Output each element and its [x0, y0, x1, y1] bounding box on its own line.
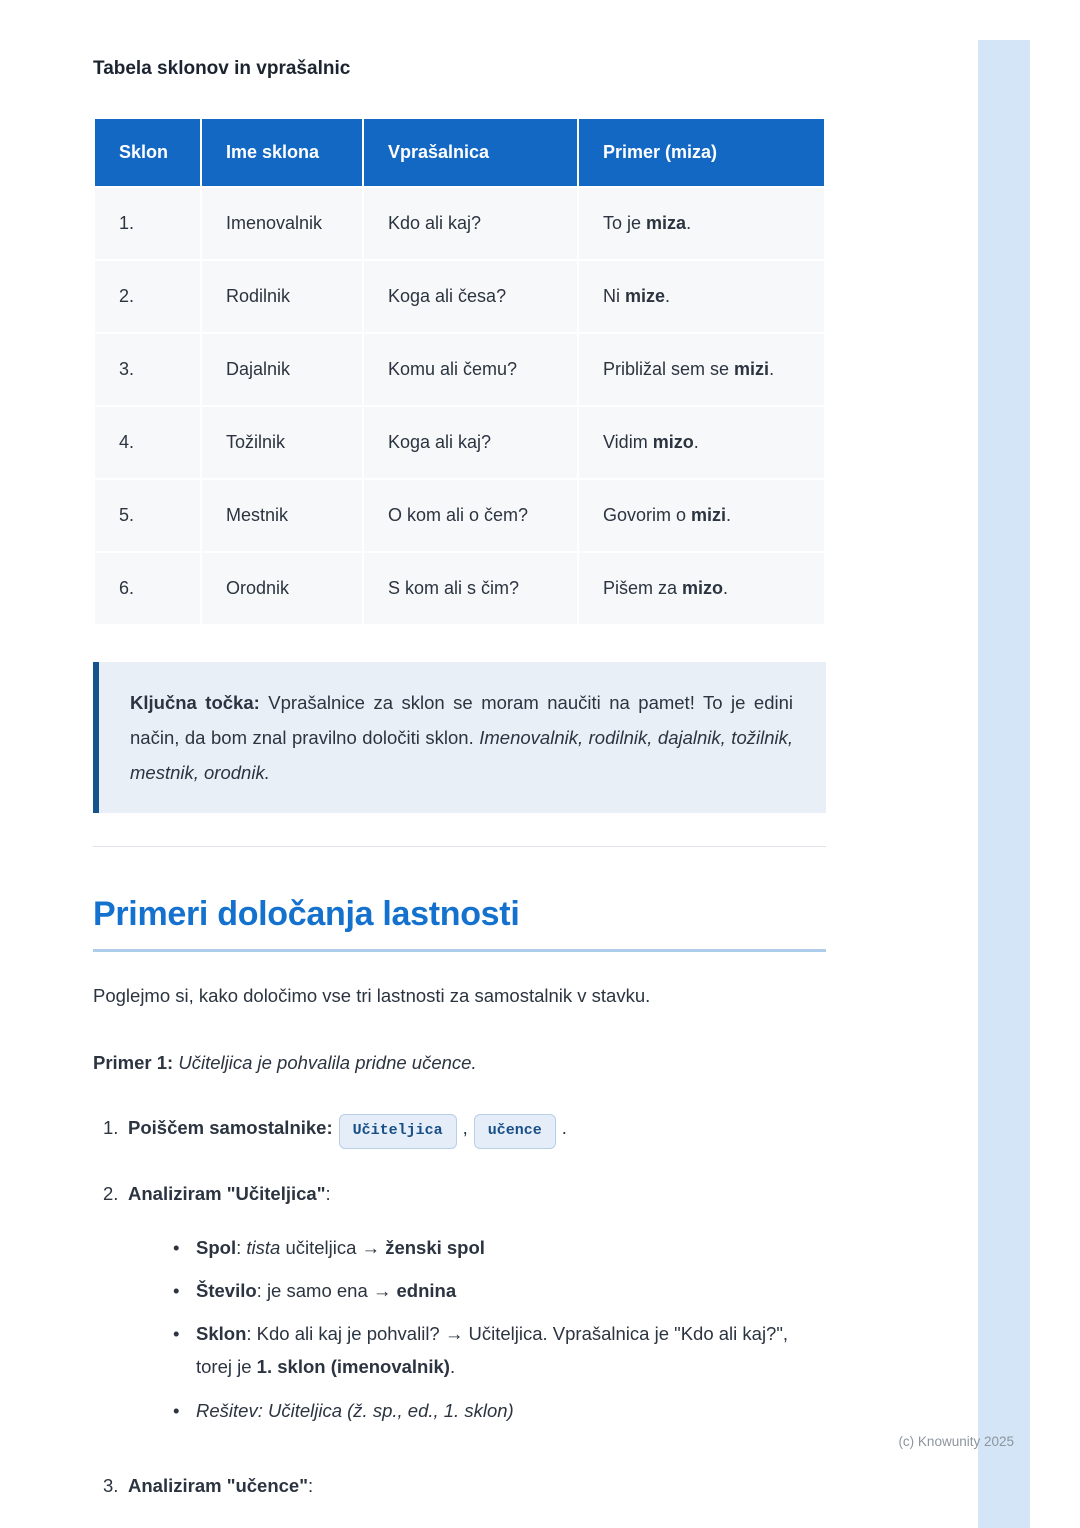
- text-bold: mizo: [682, 578, 724, 598]
- text-fragment: : je samo ena →: [256, 1279, 397, 1301]
- bullet-text: [196, 1317, 826, 1384]
- text-fragment: .: [665, 286, 671, 306]
- table-header-row: [95, 119, 824, 186]
- text-fragment: : Kdo ali kaj je pohvalil? → Učiteljica. Vprašalnica je "Kdo ali kaj?", torej je: [196, 1323, 789, 1378]
- cell-vprasalnica: Koga ali kaj?: [364, 407, 577, 478]
- list-item-3: [93, 1471, 826, 1501]
- table-row: [95, 188, 824, 259]
- cell-vprasalnica: Kdo ali kaj?: [364, 188, 577, 259]
- list-number: 1.: [103, 1116, 119, 1138]
- text-fragment: Pišem za: [603, 578, 683, 598]
- text-fragment: .: [449, 1356, 456, 1378]
- table-header-sklon: Sklon: [95, 119, 200, 186]
- document-content: [93, 0, 826, 1528]
- intro-paragraph: Poglejmo si, kako določimo vse tri lastnosti za samostalnik v stavku.: [93, 985, 651, 1007]
- table-header-vprasalnica: Vprašalnica: [364, 119, 577, 186]
- text-bold: 1. sklon (imenovalnik): [256, 1356, 450, 1378]
- cell-primer: [579, 480, 824, 551]
- cell-vprasalnica: S kom ali s čim?: [364, 553, 577, 624]
- page-edge-decoration: [978, 40, 1030, 1528]
- cell-primer: [579, 407, 824, 478]
- text-fragment: Približal sem se: [603, 359, 735, 379]
- text-fragment: .: [686, 213, 692, 233]
- list-item-1: [93, 1113, 826, 1149]
- bullet-item-spol: [173, 1231, 826, 1264]
- cell-sklon: 6.: [95, 553, 200, 624]
- text-italic: Rešitev: Učiteljica (ž. sp., ed., 1. sklon): [196, 1399, 514, 1421]
- list-item-body: [128, 1179, 826, 1441]
- cell-vprasalnica: Koga ali česa?: [364, 261, 577, 332]
- list-item-body: [128, 1113, 826, 1149]
- text-bold: mizi: [691, 505, 727, 525]
- text-bold: Sklon: [196, 1323, 247, 1345]
- list-number: 3.: [103, 1475, 119, 1496]
- cell-primer: [579, 553, 824, 624]
- cell-sklon: 5.: [95, 480, 200, 551]
- step-label: Poiščem samostalnike:: [128, 1116, 333, 1138]
- text-fragment: .: [693, 432, 699, 452]
- callout-body: Vprašalnice za sklon se moram naučiti na pamet! To je edini način, da bom znal pravilno določiti sklon.: [130, 692, 793, 749]
- cell-vprasalnica: Komu ali čemu?: [364, 334, 577, 405]
- text-bold: miza: [646, 213, 687, 233]
- text-bold: mizi: [734, 359, 770, 379]
- bullet-text: [196, 1231, 485, 1264]
- section-title: Tabela sklonov in vprašalnic: [93, 58, 351, 79]
- code-chip-uciteljica: Učiteljica: [339, 1114, 457, 1149]
- bullet-item-resitev: [173, 1394, 826, 1427]
- bullet-marker: •: [173, 1236, 180, 1258]
- bullet-marker: •: [173, 1399, 180, 1421]
- cases-table: [93, 117, 826, 626]
- separator: :: [308, 1475, 314, 1496]
- table-header-primer: Primer (miza): [579, 119, 824, 186]
- table-row: [95, 553, 824, 624]
- list-item-2: [93, 1179, 826, 1441]
- text-fragment: .: [723, 578, 729, 598]
- text-fragment: Ni: [603, 286, 625, 306]
- copyright: (c) Knowunity 2025: [898, 1434, 1014, 1449]
- table-row: [95, 407, 824, 478]
- bullet-item-stevilo: [173, 1274, 826, 1307]
- numbered-list: [93, 1113, 826, 1501]
- separator: .: [561, 1116, 567, 1138]
- bullet-marker: •: [173, 1323, 180, 1345]
- text-fragment: Vidim: [603, 432, 653, 452]
- text-fragment: Govorim o: [603, 505, 692, 525]
- cell-ime-sklona: Mestnik: [202, 480, 362, 551]
- primer-label: Primer 1:: [93, 1052, 174, 1074]
- table-row: [95, 334, 824, 405]
- separator: ,: [462, 1116, 468, 1138]
- cell-sklon: 2.: [95, 261, 200, 332]
- table-row: [95, 261, 824, 332]
- cell-sklon: 1.: [95, 188, 200, 259]
- cell-primer: [579, 334, 824, 405]
- primer-line: [93, 1049, 826, 1077]
- step-label: Analiziram "učence": [128, 1475, 308, 1496]
- key-point-callout: [93, 662, 826, 813]
- primer-sentence: Učiteljica je pohvalila pridne učence.: [173, 1052, 477, 1074]
- cell-ime-sklona: Imenovalnik: [202, 188, 362, 259]
- text-fragment: .: [726, 505, 732, 525]
- page-title: Primeri določanja lastnosti: [93, 895, 826, 952]
- text-bold: ednina: [396, 1279, 457, 1301]
- bullet-item-sklon: [173, 1317, 826, 1384]
- text-bold: Število: [196, 1279, 257, 1301]
- bullet-text: [196, 1274, 456, 1307]
- text-fragment: učiteljica →: [280, 1236, 386, 1258]
- text-fragment: :: [236, 1236, 247, 1258]
- text-italic: tista: [246, 1236, 281, 1258]
- cell-primer: [579, 188, 824, 259]
- cell-ime-sklona: Tožilnik: [202, 407, 362, 478]
- bullet-list: [173, 1231, 826, 1427]
- cell-ime-sklona: Dajalnik: [202, 334, 362, 405]
- bullet-marker: •: [173, 1279, 180, 1301]
- list-item-body: [128, 1471, 826, 1501]
- list-number: 2.: [103, 1182, 119, 1204]
- callout-label: Ključna točka:: [130, 692, 260, 713]
- code-chip-ucence: učence: [474, 1114, 556, 1149]
- callout-italic-list: Imenovalnik, rodilnik, dajalnik, tožilnik, mestnik, orodnik.: [130, 727, 793, 784]
- text-bold: ženski spol: [385, 1236, 485, 1258]
- text-bold: mizo: [652, 432, 694, 452]
- cell-sklon: 4.: [95, 407, 200, 478]
- bullet-text: [196, 1394, 514, 1427]
- text-fragment: To je: [603, 213, 647, 233]
- cell-ime-sklona: Orodnik: [202, 553, 362, 624]
- text-fragment: .: [769, 359, 775, 379]
- cell-ime-sklona: Rodilnik: [202, 261, 362, 332]
- text-bold: Spol: [196, 1236, 237, 1258]
- text-bold: mize: [625, 286, 666, 306]
- table-row: [95, 480, 824, 551]
- cell-sklon: 3.: [95, 334, 200, 405]
- cell-primer: [579, 261, 824, 332]
- cell-vprasalnica: O kom ali o čem?: [364, 480, 577, 551]
- section-divider: [93, 846, 826, 847]
- step-label: Analiziram "Učiteljica": [128, 1182, 326, 1204]
- separator: :: [325, 1182, 331, 1204]
- table-header-ime-sklona: Ime sklona: [202, 119, 362, 186]
